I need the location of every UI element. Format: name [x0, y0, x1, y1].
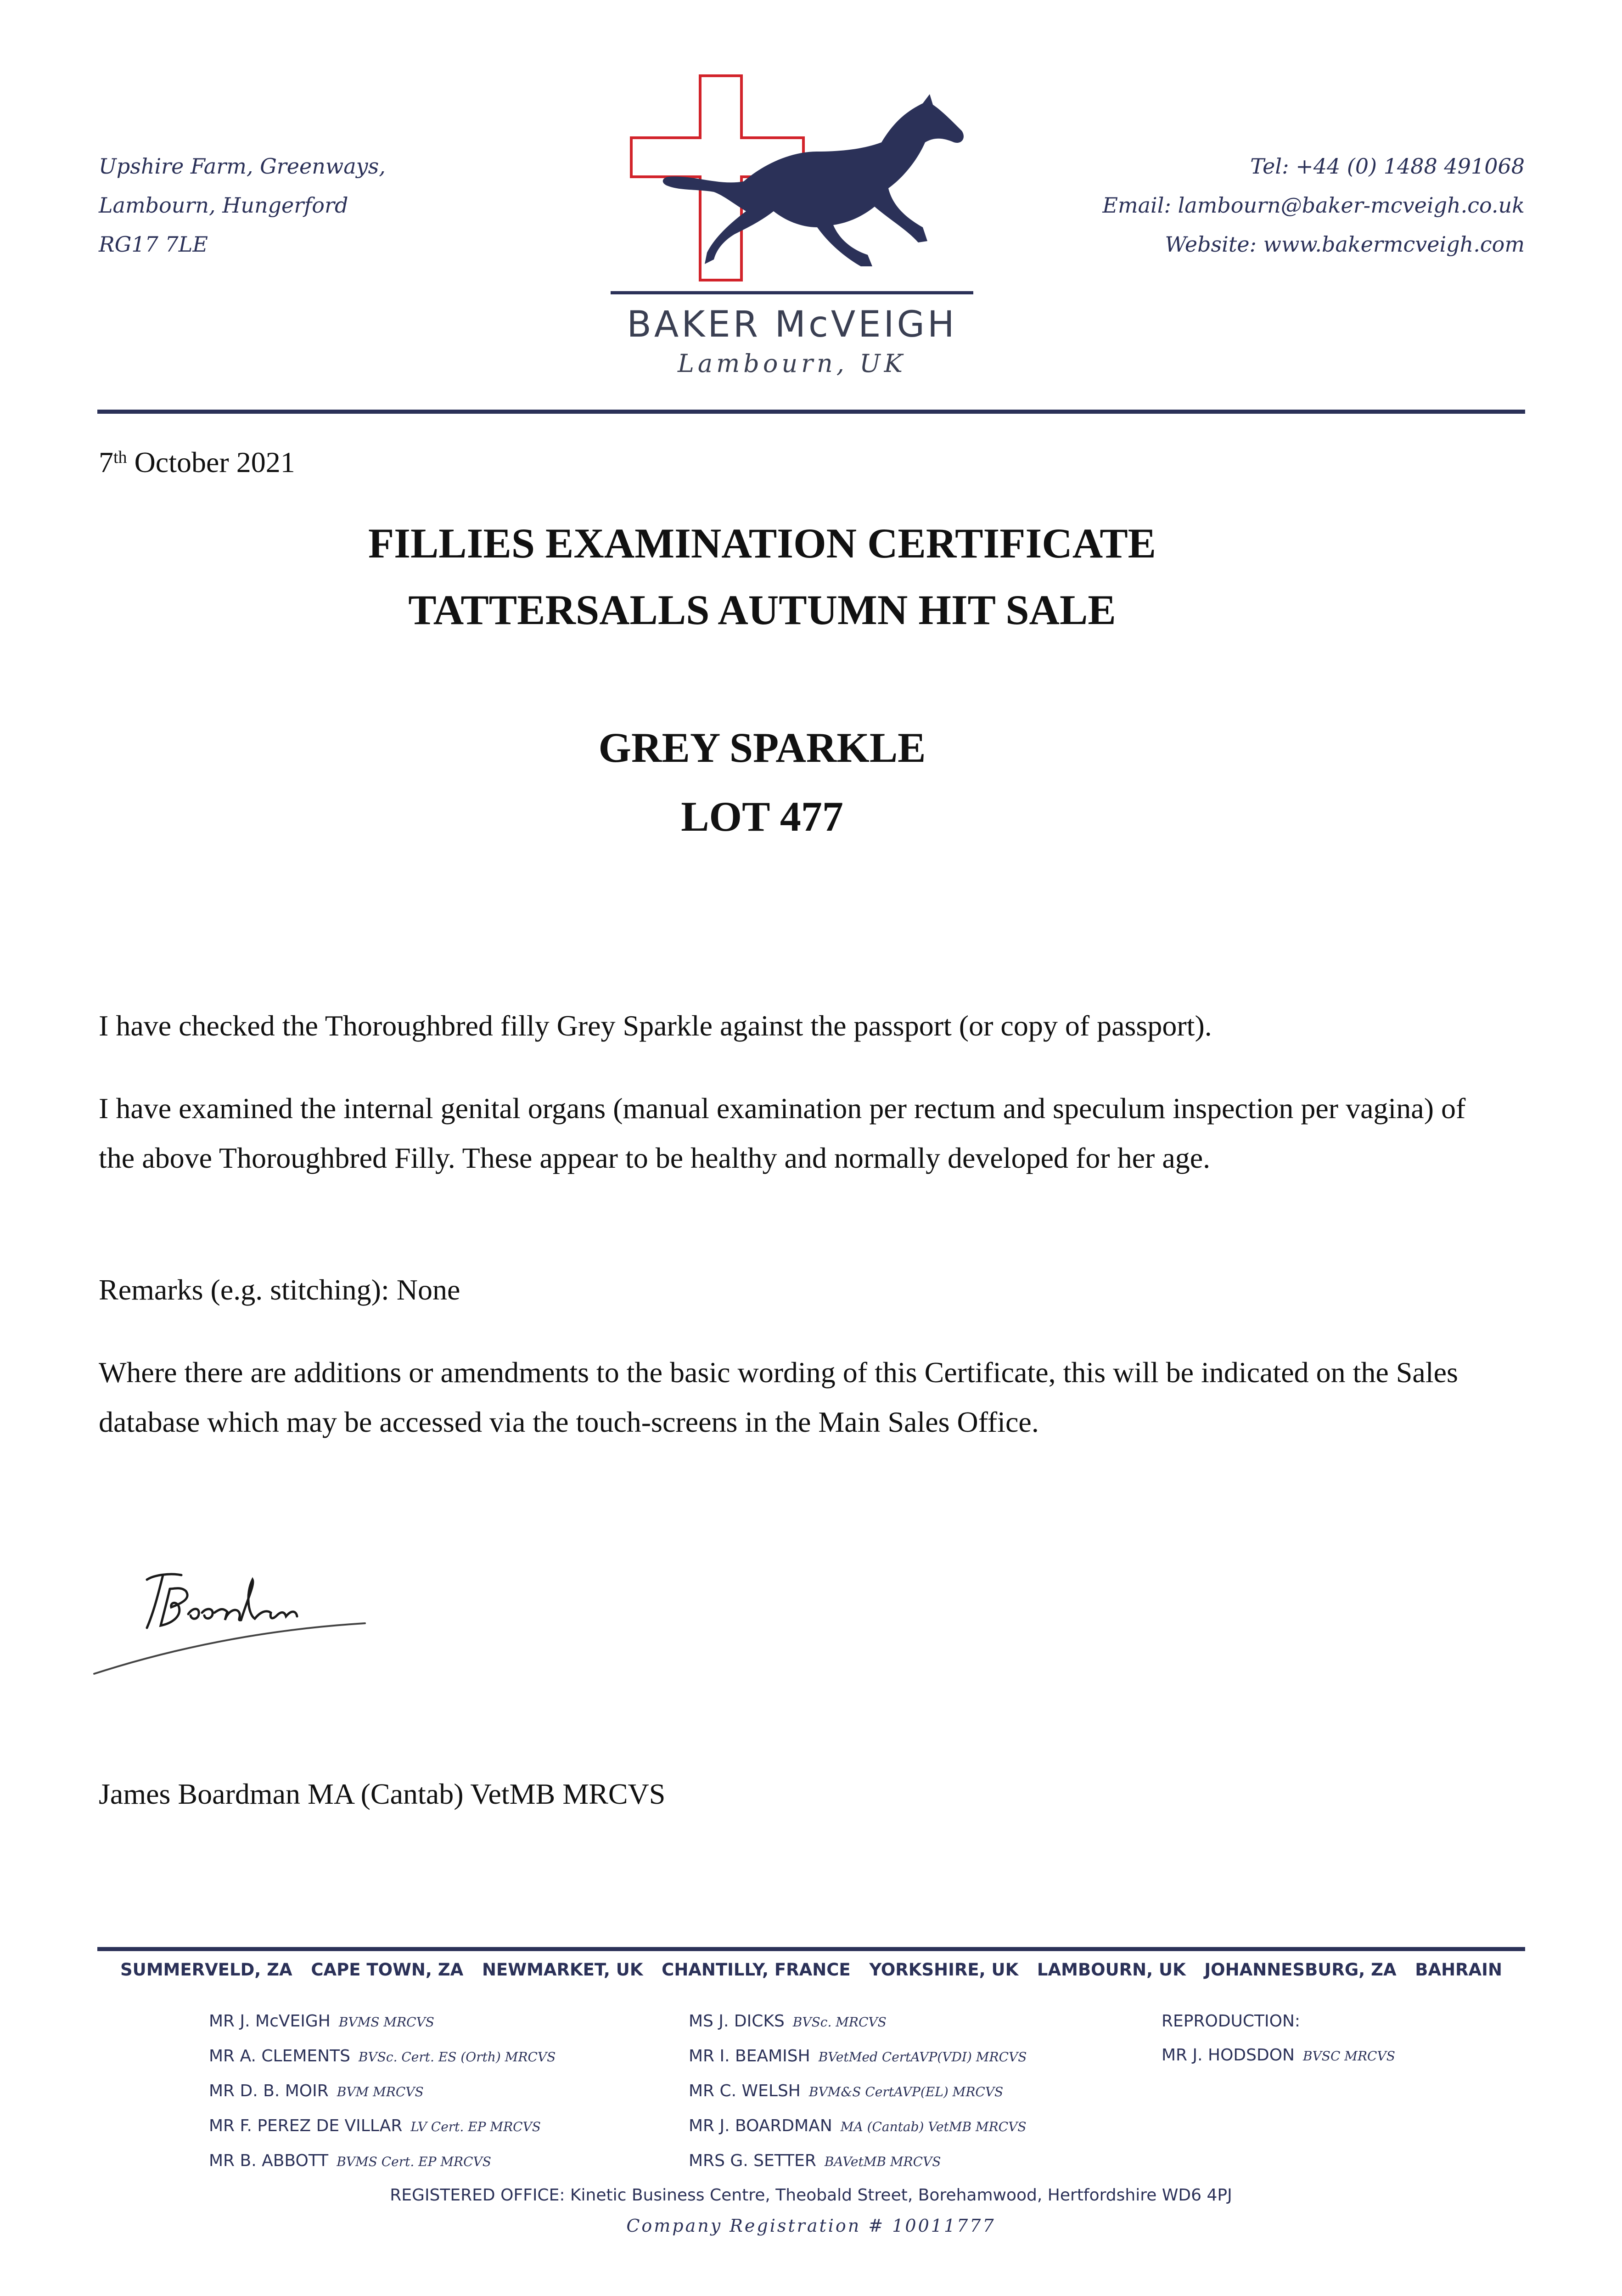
staff-name: MS J. DICKS: [689, 2012, 785, 2031]
address-line: Upshire Farm, Greenways,: [99, 154, 386, 179]
staff-member: [689, 2109, 1027, 2144]
staff-name: MR I. BEAMISH: [689, 2047, 810, 2065]
staff-name: MR J. McVEIGH: [209, 2012, 331, 2031]
horse-name: GREY SPARKLE: [598, 724, 926, 771]
staff-member: [209, 2074, 556, 2109]
staff-name: MR F. PEREZ DE VILLAR: [209, 2116, 403, 2135]
logo-name: BAKER McVEIGH: [627, 304, 957, 345]
staff-qualifications: LV Cert. EP MRCVS: [410, 2119, 541, 2134]
signatory-name: James Boardman MA (Cantab) VetMB MRCVS: [99, 1778, 666, 1810]
certificate-title: FILLIES EXAMINATION CERTIFICATE: [368, 520, 1156, 567]
logo-subtitle: Lambourn, UK: [678, 349, 906, 378]
staff-qualifications: BVMS Cert. EP MRCVS: [337, 2154, 491, 2169]
footer-divider: [97, 1947, 1525, 1951]
staff-qualifications: BVSC MRCVS: [1303, 2048, 1395, 2064]
location-item: CAPE TOWN, ZA: [311, 1960, 464, 1980]
staff-member: [689, 2039, 1027, 2074]
paragraph-amendments: Where there are additions or amendments to the basic wording of this Certificate, this will be indicated on the Sales database which may be accessed via the touch-screens in the Main Sales Office.: [99, 1356, 1458, 1438]
staff-member: [209, 2004, 556, 2039]
staff-qualifications: MA (Cantab) VetMB MRCVS: [840, 2119, 1027, 2134]
location-item: YORKSHIRE, UK: [869, 1960, 1019, 1980]
date-month-year: October 2021: [127, 446, 295, 478]
office-locations: [97, 1960, 1525, 1980]
staff-qualifications: BVM MRCVS: [337, 2084, 424, 2099]
staff-qualifications: BVetMed CertAVP(VDI) MRCVS: [818, 2049, 1027, 2065]
staff-column-3: [1162, 2004, 1395, 2073]
date-day: 7: [99, 446, 113, 478]
company-registration: Company Registration # 10011777: [626, 2216, 996, 2236]
staff-member: [689, 2144, 1027, 2179]
staff-name: MRS G. SETTER: [689, 2151, 816, 2170]
paragraph-remarks: Remarks (e.g. stitching): None: [99, 1273, 460, 1306]
staff-column-2: [689, 2004, 1027, 2179]
staff-qualifications: BVSc. MRCVS: [792, 2015, 887, 2030]
signature-image: [90, 1561, 383, 1681]
location-item: BAHRAIN: [1415, 1960, 1502, 1980]
contact-website: Website: www.bakermcveigh.com: [1165, 232, 1525, 257]
document-date: [99, 445, 295, 479]
date-suffix: th: [113, 448, 127, 467]
staff-qualifications: BVSc. Cert. ES (Orth) MRCVS: [358, 2049, 556, 2065]
location-item: CHANTILLY, FRANCE: [662, 1960, 851, 1980]
staff-member: [689, 2074, 1027, 2109]
staff-member: [209, 2039, 556, 2074]
address-line: RG17 7LE: [99, 232, 208, 257]
header-divider: [97, 410, 1525, 414]
staff-qualifications: BVMS MRCVS: [338, 2015, 434, 2030]
paragraph-passport-check: I have checked the Thoroughbred filly Grey Sparkle against the passport (or copy of passport).: [99, 1009, 1212, 1042]
contact-phone: Tel: +44 (0) 1488 491068: [1250, 154, 1525, 179]
reproduction-heading: REPRODUCTION:: [1162, 2012, 1301, 2031]
staff-member: [689, 2004, 1027, 2039]
horse-icon: [663, 94, 964, 266]
staff-member: [209, 2109, 556, 2144]
location-item: LAMBOURN, UK: [1037, 1960, 1186, 1980]
logo-rule: [611, 291, 973, 294]
staff-qualifications: BVM&S CertAVP(EL) MRCVS: [808, 2084, 1004, 2099]
logo-emblem: [624, 69, 973, 289]
staff-name: MR D. B. MOIR: [209, 2082, 329, 2100]
staff-name: MR J. BOARDMAN: [689, 2116, 832, 2135]
letterhead-contact: [1102, 147, 1525, 264]
lot-number: LOT 477: [681, 793, 843, 840]
location-item: JOHANNESBURG, ZA: [1204, 1960, 1397, 1980]
letterhead-address: [99, 147, 386, 264]
paragraph-examination: I have examined the internal genital organs (manual examination per rectum and speculum inspection per vagina) of the above Thoroughbred Filly. These appear to be healthy and normally developed for her age.: [99, 1092, 1466, 1174]
staff-qualifications: BAVetMB MRCVS: [824, 2154, 941, 2169]
staff-column-1: [209, 2004, 556, 2179]
staff-name: MR A. CLEMENTS: [209, 2047, 350, 2065]
staff-name: MR J. HODSDON: [1162, 2046, 1295, 2065]
address-line: Lambourn, Hungerford: [99, 193, 348, 218]
sale-title: TATTERSALLS AUTUMN HIT SALE: [408, 586, 1116, 633]
staff-member: [209, 2144, 556, 2179]
contact-email: Email: lambourn@baker-mcveigh.co.uk: [1102, 193, 1525, 218]
registered-office: REGISTERED OFFICE: Kinetic Business Centre, Theobald Street, Borehamwood, Hertfordshire WD6 4PJ: [390, 2186, 1232, 2205]
location-item: NEWMARKET, UK: [482, 1960, 643, 1980]
staff-name: MR B. ABBOTT: [209, 2151, 329, 2170]
staff-name: MR C. WELSH: [689, 2082, 801, 2100]
staff-member: [1162, 2038, 1395, 2073]
location-item: SUMMERVELD, ZA: [120, 1960, 292, 1980]
